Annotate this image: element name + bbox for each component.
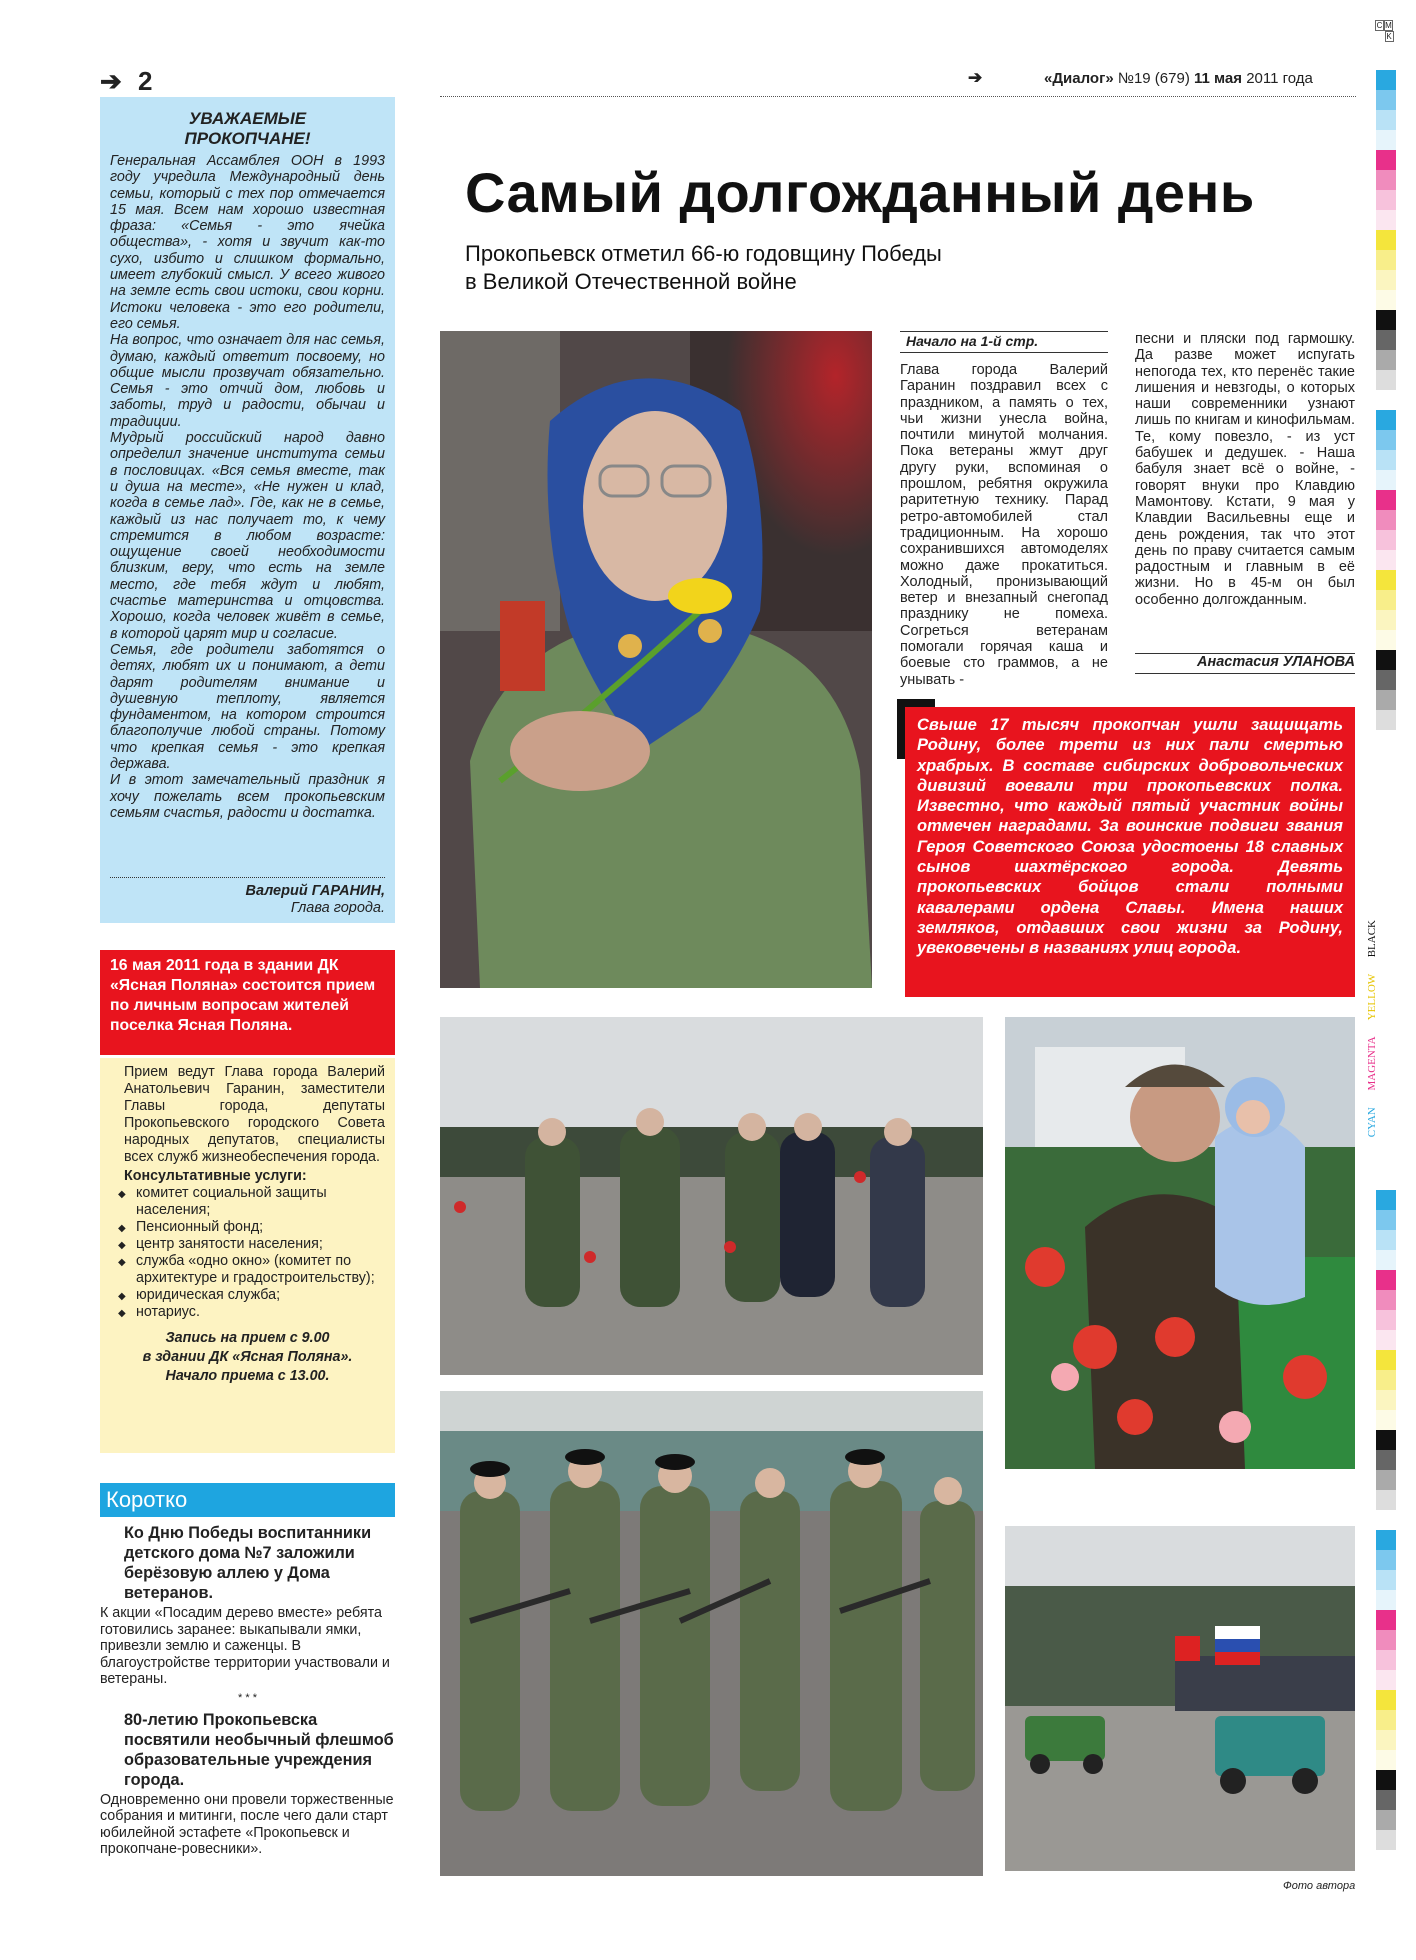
subtitle-line: в Великой Отечественной войне	[465, 269, 797, 294]
issue-number: №19 (679)	[1117, 70, 1190, 87]
photo-credit: Фото автора	[1283, 1880, 1356, 1892]
subtitle-line: Прокопьевск отметил 66-ю годовщину Победы	[465, 241, 942, 266]
issue-info	[1044, 70, 1313, 87]
page-arrow-icon: ➔	[100, 66, 122, 96]
father-child-photo	[1005, 1017, 1355, 1469]
article-title: Самый долгожданный день	[465, 161, 1255, 224]
service-item: ◆ Пенсионный фонд;	[110, 1219, 385, 1236]
issue-year: 2011 года	[1246, 70, 1313, 87]
reception-footer-line: Запись на прием с 9.00	[165, 1330, 330, 1346]
address-paragraph: Семья, где родители заботятся о детях, любят их и понимают, а дети дарят родителям внимание и душевную теплоту, является фундаментом, на котором строится благополучие любой страны. Потому что крепкая семья - это крепкая держава.	[110, 641, 385, 772]
reception-footer	[110, 1329, 385, 1386]
cadets-parade-photo	[440, 1391, 983, 1876]
reception-footer-line: в здании ДК «Ясная Поляна».	[142, 1349, 353, 1365]
retro-cars-photo	[1005, 1526, 1355, 1871]
services-list	[110, 1185, 385, 1321]
briefly-item-title: Ко Дню Победы воспитанники детского дома №7 заложили берёзовую аллею у Дома ветеранов.	[124, 1524, 372, 1602]
veteran-photo	[440, 331, 872, 988]
continued-divider-bottom	[900, 352, 1108, 353]
color-calibration-bar	[1376, 70, 1396, 730]
reception-red-text: 16 мая 2011 года в здании ДК «Ясная Поляна» состоится прием по личным вопросам жителей поселка Ясная Поляна.	[110, 957, 376, 1034]
address-box	[100, 97, 395, 923]
header-divider	[440, 96, 1356, 97]
signature-role: Глава города.	[290, 900, 385, 916]
header-arrow-icon: ➔	[968, 68, 983, 87]
reception-details	[100, 1058, 395, 1453]
briefly-heading	[100, 1483, 395, 1517]
reg-mark: C	[1376, 21, 1383, 30]
history-quote-text: Свыше 17 тысяч прокопчан ушли защищать Родину, более трети из них пали смертью храбрых. В составе сибирских добровольческих дивизий воевали три прокопьевских полка. Известно, что каждый пятый участник войны отмечен наградами. За воинские подвиги звания Героя Советского Союза удостоены 18 славных сынов шахтёрского города. Девять прокопьевских бойцов стали полными кавалерами ордена Славы. Имена наших земляков, отдавших свои жизни за Родину, увековечены в названиях улиц города.	[917, 716, 1343, 958]
color-label-cyan: CYAN	[1366, 1107, 1378, 1138]
service-item: ◆ центр занятости населения;	[110, 1236, 385, 1253]
address-paragraph: На вопрос, что означает для нас семья, думаю, каждый ответит посвоему, но общие мысли прозвучат обязательно. Семья - это отчий дом, любовь и заботы, труд и радости, обычаи и традиции.	[110, 332, 385, 430]
address-sig-divider	[110, 877, 385, 878]
briefly-item-text: Одновременно они провели торжественные собрания и митинги, после чего дали старт юбилейной эстафете «Прокопьевск и прокопчане-ровесники».	[100, 1791, 394, 1857]
briefly-item-text: К акции «Посадим дерево вместе» ребята готовились заранее: выкапывали ямки, привезли землю и саженцы. В благоустройстве территории участвовали и ветераны.	[100, 1605, 390, 1687]
address-signature	[246, 883, 385, 917]
address-title: УВАЖАЕМЫЕ ПРОКОПЧАНЕ!	[184, 109, 311, 148]
briefly-item-title: 80-летию Прокопьевска посвятили необычный флешмоб образовательные учреждения города.	[124, 1710, 394, 1789]
continued-divider-top	[900, 331, 1108, 332]
history-quote	[905, 707, 1355, 997]
color-label-yellow: YELLOW	[1366, 974, 1378, 1021]
color-label-magenta: MAGENTA	[1366, 1037, 1378, 1091]
service-item: ◆ служба «одно окно» (комитет по архитектуре и градостроительству);	[110, 1253, 385, 1287]
color-names-vertical	[1366, 920, 1406, 1180]
paper-name: «Диалог»	[1044, 70, 1114, 87]
issue-date: 11 мая	[1194, 70, 1243, 87]
reg-mark: M	[1385, 21, 1392, 30]
reception-intro: Прием ведут Глава города Валерий Анатольевич Гаранин, заместители Главы города, депутаты Прокопьевского городского Совета народных депутатов, специалисты всех служб жизнеобеспечения города.	[124, 1064, 385, 1165]
reception-announcement	[100, 950, 395, 1055]
author-divider-bottom	[1135, 673, 1355, 674]
address-paragraph: Мудрый российский народ давно определил значение института семьи в пословицах. «Вся семья вместе, так и душа на месте», «Не нужен и клад, когда в семье лад». Где, как не в семье, каждый из нас получает то, к чему стремится в любом возрасте: ощущение своей необходимости близким, веру, что есть на земле место, где тебя ждут и любят, счастье материнства и отцовства. Хорошо, когда человек живёт в семье, в которой царят мир и согласие.	[110, 430, 385, 642]
officers-march-photo	[440, 1017, 983, 1375]
briefly-content	[100, 1523, 395, 1858]
service-item: ◆ нотариус.	[110, 1304, 385, 1321]
reg-mark: K	[1386, 32, 1392, 41]
article-column-1: Глава города Валерий Гаранин поздравил всех с праздником, а память о тех, чьи жизни унесла война, почтили минутой молчания. Пока ветераны жмут друг другу руки, вспоминая о прошлом, ребятня окружила раритетную технику. Парад ретро-автомобилей стал традиционным. На хорошо сохранившихся автомоделях можно даже прокатиться. Холодный, пронизывающий ветер и внезапный снегопад празднику не помеха. Согреться ветеранам помогали горячая каша и боевые сто граммов, а не унывать -	[900, 362, 1108, 688]
address-paragraph: Генеральная Ассамблея ООН в 1993 году учредила Международный день семьи, который с тех пор отмечается 15 мая. Всем нам хорошо известная фраза: «Семья - это ячейка общества», - хотя и звучит как-то сухо, избито и слишком формально, имеет глубокий смысл. У всего живого на земле есть свои истоки, свои корни. Истоки человека - это его родители, его семья.	[110, 153, 385, 332]
color-calibration-bar-lower	[1376, 1190, 1396, 1850]
briefly-heading-text: Коротко	[106, 1487, 188, 1512]
service-item: ◆ юридическая служба;	[110, 1287, 385, 1304]
article-column-2: песни и пляски под гармошку. Да разве может испугать непогода тех, кто перенёс такие лишения и невзгоды, о которых наши современники узнают лишь по книгам и кинофильмам. Те, кому повезло, - из уст бабушек и дедушек. - Наша бабуля знает всё о войне, - говорят внуки про Клавдию Мамонтову. Кстати, 9 мая у Клавдии Васильевны еще и день рождения, так что этот день по праву считается самым радостным и главным в её жизни. Но в 45-м он был особенно долгожданным.	[1135, 331, 1355, 608]
color-label-black: BLACK	[1366, 920, 1378, 958]
reception-footer-line: Начало приема с 13.00.	[165, 1368, 330, 1384]
address-paragraph: И в этот замечательный праздник я хочу пожелать всем прокопьевским семьям счастья, радости и достатка.	[110, 772, 385, 821]
service-item: ◆ комитет социальной защиты населения;	[110, 1185, 385, 1219]
continued-from: Начало на 1-й стр.	[906, 333, 1039, 349]
registration-marks	[1374, 20, 1394, 42]
page-number: 2	[138, 66, 153, 96]
briefly-separator: * * *	[238, 1691, 257, 1704]
article-subtitle	[465, 240, 942, 296]
article-author: Анастасия УЛАНОВА	[1196, 654, 1355, 670]
services-title: Консультативные услуги:	[124, 1168, 307, 1184]
signature-name: Валерий ГАРАНИН,	[245, 883, 385, 899]
